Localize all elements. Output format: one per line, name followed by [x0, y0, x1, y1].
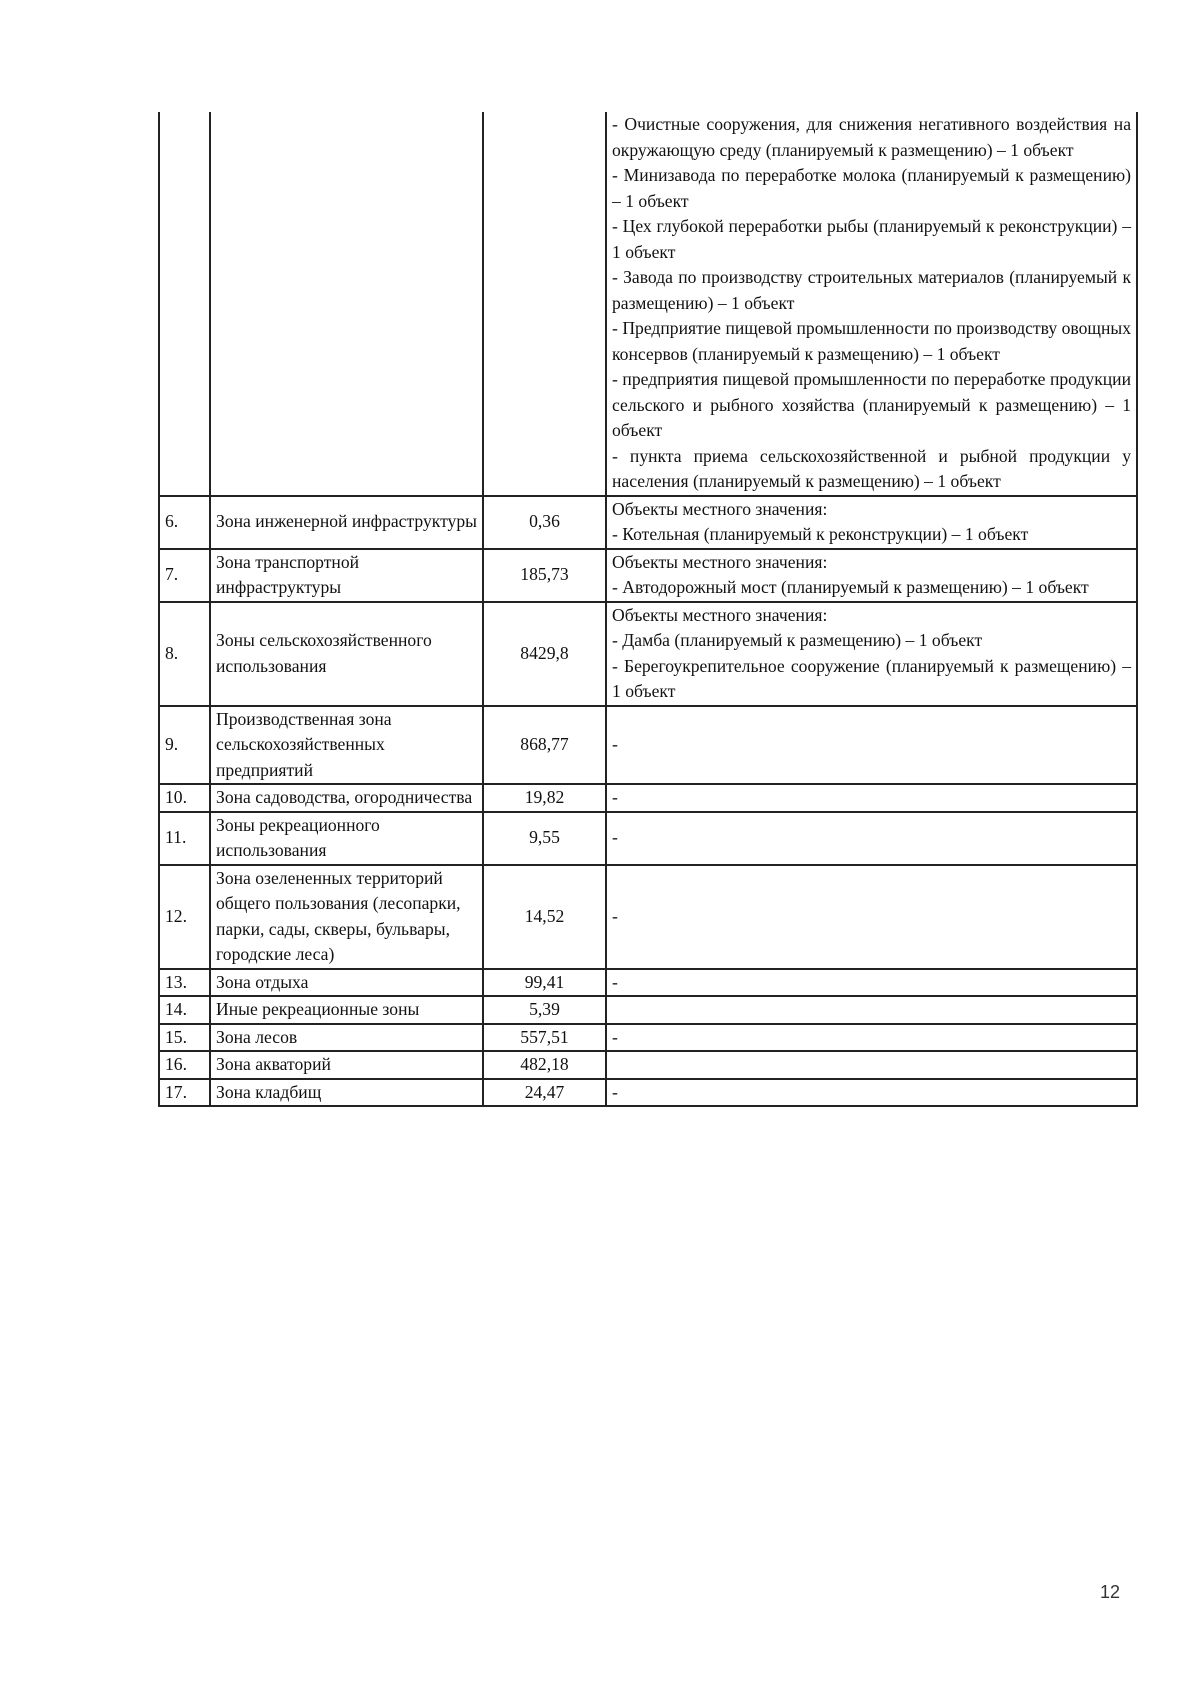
zone-name-cell: Зоны рекреационного использования [210, 812, 483, 865]
object-line: Объекты местного значения: [612, 604, 828, 625]
objects-cell [606, 996, 1137, 1024]
zone-name-cell: Зоны сельскохозяйственного использования [210, 602, 483, 706]
row-number-cell: 13. [159, 969, 210, 997]
row-number-cell: 6. [159, 496, 210, 549]
zone-name-cell: Зона отдыха [210, 969, 483, 997]
area-cell: 0,36 [483, 496, 606, 549]
table-row [159, 996, 1137, 1024]
row-number-cell: 11. [159, 812, 210, 865]
zone-name-cell: Зона акваторий [210, 1051, 483, 1079]
area-cell: 5,39 [483, 996, 606, 1024]
table-row [159, 812, 1137, 865]
area-cell: 19,82 [483, 784, 606, 812]
area-cell: 482,18 [483, 1051, 606, 1079]
zone-name-cell: Производственная зона сельскохозяйственных предприятий [210, 706, 483, 785]
row-number-cell: 8. [159, 602, 210, 706]
row-number-cell: 12. [159, 865, 210, 969]
objects-cell: - [606, 784, 1137, 812]
object-line: - Очистные сооружения, для снижения негативного воздействия на окружающую среду (планируемый к размещению) – 1 объект [612, 114, 1131, 160]
table-row [159, 706, 1137, 785]
object-line: Объекты местного значения: [612, 498, 828, 519]
objects-cell: - [606, 1079, 1137, 1107]
objects-cell [606, 112, 1137, 496]
objects-cell [606, 1051, 1137, 1079]
row-number-cell: 10. [159, 784, 210, 812]
objects-cell [606, 496, 1137, 549]
objects-cell: - [606, 865, 1137, 969]
object-line: - Дамба (планируемый к размещению) – 1 объект [612, 630, 983, 650]
row-number-cell: 15. [159, 1024, 210, 1052]
table-row [159, 602, 1137, 706]
object-line: Объекты местного значения: [612, 551, 828, 572]
object-line: - пункта приема сельскохозяйственной и рыбной продукции у населения (планируемый к размещению) – 1 объект [612, 445, 1131, 491]
zone-name-cell: Зона лесов [210, 1024, 483, 1052]
object-line: - Минизавода по переработке молока (планируемый к размещению) – 1 объект [612, 165, 1131, 211]
area-cell: 8429,8 [483, 602, 606, 706]
object-line: - Автодорожный мост (планируемый к размещению) – 1 объект [612, 577, 1089, 597]
area-cell: 14,52 [483, 865, 606, 969]
table-row [159, 549, 1137, 602]
row-number-cell: 14. [159, 996, 210, 1024]
objects-cell [606, 602, 1137, 706]
table-row [159, 865, 1137, 969]
object-line: - Котельная (планируемый к реконструкции) – 1 объект [612, 524, 1029, 544]
row-number-cell: 7. [159, 549, 210, 602]
area-cell [483, 112, 606, 496]
zone-name-cell: Зона транспортной инфраструктуры [210, 549, 483, 602]
zone-name-cell: Иные рекреационные зоны [210, 996, 483, 1024]
row-number-cell: 17. [159, 1079, 210, 1107]
objects-cell [606, 549, 1137, 602]
area-cell: 9,55 [483, 812, 606, 865]
object-line: - Предприятие пищевой промышленности по производству овощных консервов (планируемый к размещению) – 1 объект [612, 318, 1131, 364]
zone-name-cell: Зона озелененных территорий общего пользования (лесопарки, парки, сады, скверы, бульвары, городские леса) [210, 865, 483, 969]
zone-name-cell [210, 112, 483, 496]
table-row [159, 784, 1137, 812]
table-row [159, 496, 1137, 549]
object-line: - Берегоукрепительное сооружение (планируемый к размещению) – 1 объект [612, 655, 1131, 701]
objects-cell: - [606, 706, 1137, 785]
area-cell: 185,73 [483, 549, 606, 602]
zone-name-cell: Зона инженерной инфраструктуры [210, 496, 483, 549]
objects-cell: - [606, 1024, 1137, 1052]
objects-cell: - [606, 969, 1137, 997]
table-row [159, 1079, 1137, 1107]
area-cell: 24,47 [483, 1079, 606, 1107]
zones-table [158, 112, 1138, 1107]
table-row [159, 112, 1137, 496]
row-number-cell: 9. [159, 706, 210, 785]
zone-name-cell: Зона садоводства, огородничества [210, 784, 483, 812]
page-number: 12 [1100, 1582, 1121, 1602]
object-line: - Завода по производству строительных материалов (планируемый к размещению) – 1 объект [612, 267, 1131, 313]
objects-cell: - [606, 812, 1137, 865]
table-row [159, 1051, 1137, 1079]
object-line: - Цех глубокой переработки рыбы (планируемый к реконструкции) – 1 объект [612, 216, 1131, 262]
object-line: - предприятия пищевой промышленности по переработке продукции сельского и рыбного хозяйства (планируемый к размещению) – 1 объект [612, 369, 1131, 440]
table-row [159, 969, 1137, 997]
area-cell: 557,51 [483, 1024, 606, 1052]
row-number-cell [159, 112, 210, 496]
area-cell: 868,77 [483, 706, 606, 785]
area-cell: 99,41 [483, 969, 606, 997]
row-number-cell: 16. [159, 1051, 210, 1079]
table-row [159, 1024, 1137, 1052]
zone-name-cell: Зона кладбищ [210, 1079, 483, 1107]
